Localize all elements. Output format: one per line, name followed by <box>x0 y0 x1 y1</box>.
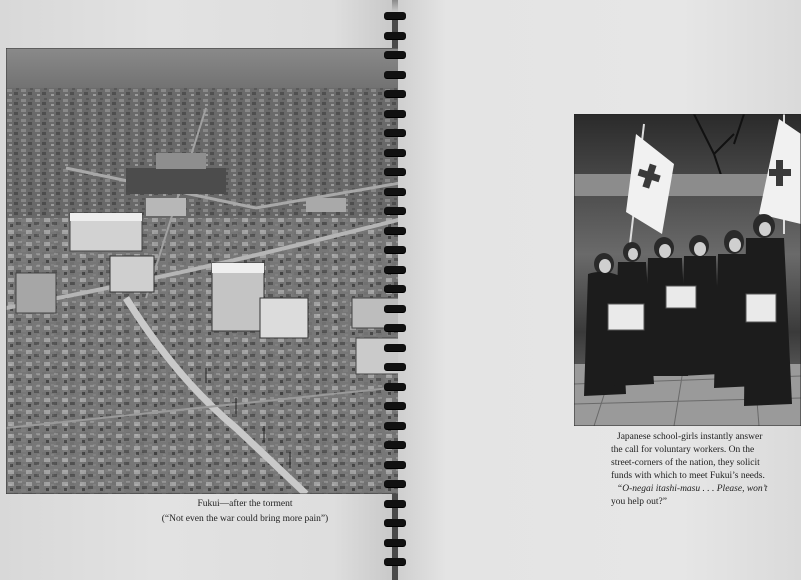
spiral-coil <box>384 480 406 487</box>
spiral-coil <box>384 324 406 331</box>
spiral-coil <box>384 32 406 39</box>
caption-line: funds with which to meet Fukui’s needs. <box>611 471 765 481</box>
spiral-coil <box>384 90 406 97</box>
spiral-coil <box>384 305 406 312</box>
aerial-photo-caption <box>100 497 390 527</box>
spiral-coil <box>384 285 406 292</box>
spiral-coil <box>384 500 406 507</box>
spiral-coil <box>384 51 406 58</box>
spiral-coil <box>384 539 406 546</box>
spiral-coil <box>384 266 406 273</box>
volunteers-photo <box>574 114 801 426</box>
spiral-coil <box>384 558 406 565</box>
spiral-binding <box>380 10 410 580</box>
spiral-coil <box>384 149 406 156</box>
spiral-coil <box>384 383 406 390</box>
caption-line: street-corners of the nation, they solicit <box>611 458 760 468</box>
spiral-coil <box>384 246 406 253</box>
spiral-coil <box>384 207 406 214</box>
left-page <box>0 0 392 580</box>
spiral-coil <box>384 227 406 234</box>
spiral-coil <box>384 363 406 370</box>
spiral-coil <box>384 519 406 526</box>
spiral-coil <box>384 422 406 429</box>
spiral-coil <box>384 168 406 175</box>
caption-line: you help out?” <box>611 497 667 507</box>
caption-title: Fukui—after the torment <box>197 499 293 509</box>
caption-line: Japanese school-girls instantly answer <box>617 432 763 442</box>
spiral-coil <box>384 129 406 136</box>
spiral-coil <box>384 110 406 117</box>
spiral-coil <box>384 402 406 409</box>
spiral-coil <box>384 441 406 448</box>
spiral-coil <box>384 461 406 468</box>
spiral-coil <box>384 71 406 78</box>
volunteers-caption <box>611 431 789 509</box>
caption-line: the call for voluntary workers. On the <box>611 445 755 455</box>
spiral-coil <box>384 188 406 195</box>
caption-line: “O-negai itashi-masu . . . Please, won’t <box>617 484 768 494</box>
spiral-coil <box>384 12 406 19</box>
spiral-coil <box>384 344 406 351</box>
caption-quote: (“Not even the war could bring more pain”) <box>161 514 329 524</box>
